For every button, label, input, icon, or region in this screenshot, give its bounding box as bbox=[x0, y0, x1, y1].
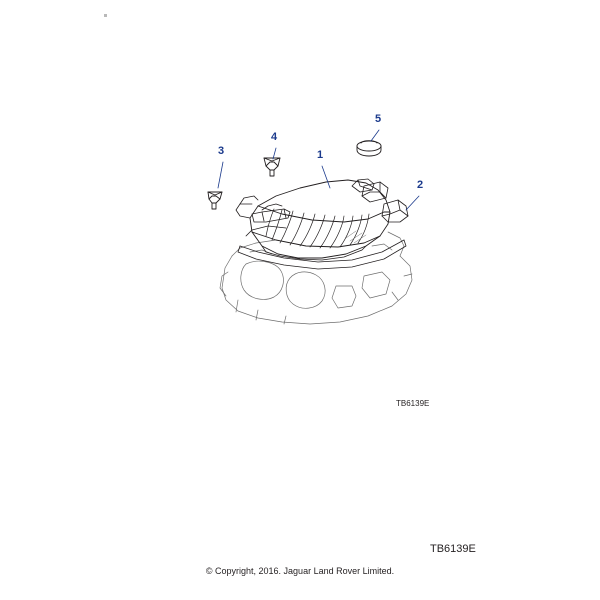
callout-1: 1 bbox=[317, 149, 324, 161]
copyright-notice: © Copyright, 2016. Jaguar Land Rover Limited. bbox=[205, 566, 395, 576]
part-5-filler-cap bbox=[357, 141, 381, 156]
engine-block-outline bbox=[220, 232, 412, 324]
part-3-grommet bbox=[208, 192, 222, 209]
callout-3: 3 bbox=[218, 145, 225, 157]
manifold-inlet-snout bbox=[236, 196, 282, 218]
manifold-sensor-housing bbox=[362, 182, 388, 202]
callout-2: 2 bbox=[417, 179, 424, 191]
throttle-inlet-tube bbox=[252, 209, 290, 222]
registration-mark bbox=[104, 14, 107, 17]
intake-manifold-body bbox=[250, 180, 390, 258]
part-4-grommet bbox=[264, 158, 280, 176]
callout-leader-lines bbox=[218, 130, 419, 210]
part-code-small: TB6139E bbox=[396, 399, 430, 408]
callout-4: 4 bbox=[271, 131, 278, 143]
callout-5: 5 bbox=[375, 113, 382, 125]
manifold-brand-etching bbox=[346, 231, 366, 243]
manifold-side-bracket bbox=[382, 200, 408, 222]
part-code-large: TB6139E bbox=[430, 543, 476, 555]
manifold-runners bbox=[266, 209, 369, 248]
